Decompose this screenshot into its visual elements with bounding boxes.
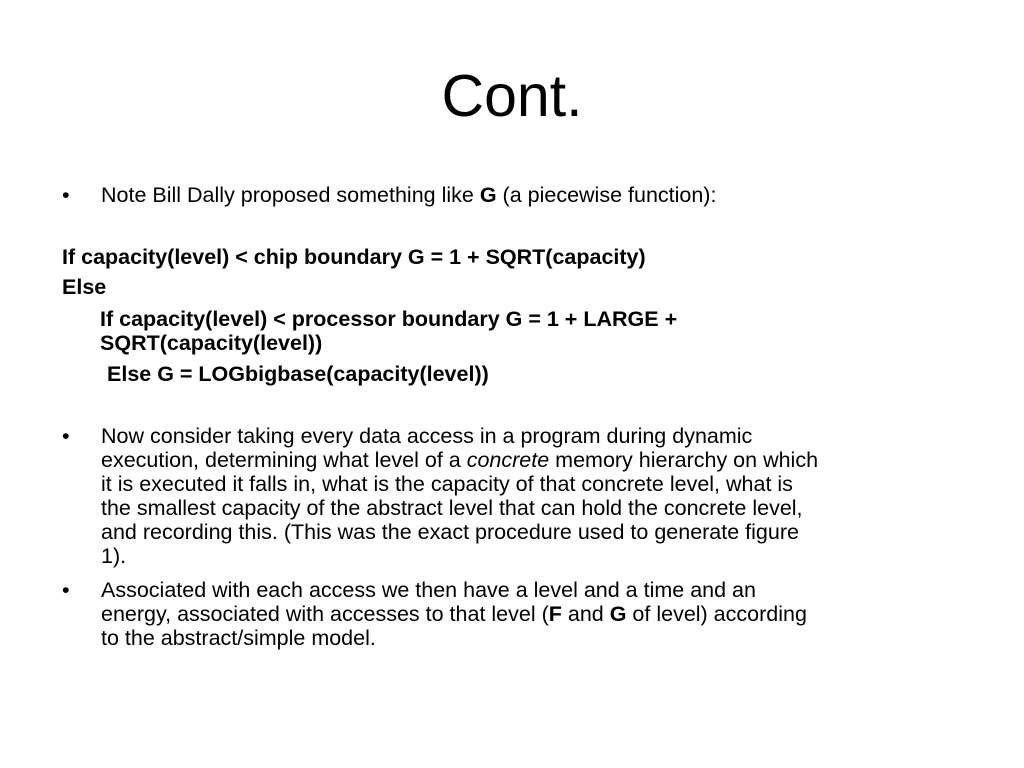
bullet-dot: •	[62, 578, 70, 602]
bullet-text-part: (a piecewise function):	[496, 183, 717, 207]
italic-term-concrete: concrete	[466, 448, 550, 472]
bullet-text-part: energy, associated with accesses to that level (	[101, 602, 549, 626]
bullet-line: the smallest capacity of the abstract level that can hold the concrete level,	[101, 496, 803, 520]
bold-term-g: G	[479, 183, 497, 207]
bold-term-f: F	[548, 602, 562, 626]
bullet-text-part: of level) according	[626, 602, 807, 626]
code-line-1: If capacity(level) < chip boundary G = 1 + SQRT(capacity)	[62, 245, 646, 269]
bullet-text-part: Note Bill Dally proposed something like	[101, 183, 480, 207]
bullet-dot: •	[62, 183, 70, 207]
code-line-3b: SQRT(capacity(level))	[100, 331, 323, 355]
slide-title: Cont.	[441, 63, 583, 129]
bullet-text-part: memory hierarchy on which	[549, 448, 819, 472]
bullet-line	[101, 448, 818, 472]
bullet-text	[101, 183, 959, 207]
bullet-line: and recording this. (This was the exact procedure used to generate figure	[101, 520, 799, 544]
code-line-3a: If capacity(level) < processor boundary G = 1 + LARGE +	[100, 307, 678, 331]
bullet-text-part: execution, determining what level of a	[101, 448, 467, 472]
code-line-2: Else	[62, 275, 107, 299]
bullet-line: Now consider taking every data access in a program during dynamic	[101, 424, 753, 448]
bullet-text-part: and	[561, 602, 610, 626]
bullet-dot: •	[62, 424, 70, 448]
bullet-line: to the abstract/simple model.	[101, 626, 376, 650]
bold-term-g: G	[609, 602, 627, 626]
bullet-line: Associated with each access we then have a level and a time and an	[101, 578, 756, 602]
bullet-line	[101, 602, 807, 626]
bullet-line: it is executed it falls in, what is the capacity of that concrete level, what is	[101, 472, 793, 496]
bullet-line: 1).	[101, 544, 127, 568]
code-line-4: Else G = LOGbigbase(capacity(level))	[107, 362, 489, 386]
